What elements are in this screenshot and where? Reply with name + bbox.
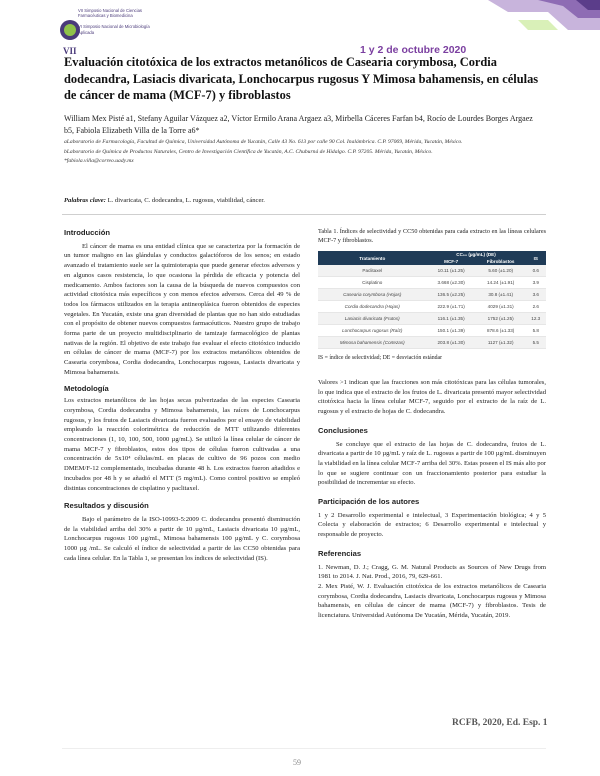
intro-text: El cáncer de mama es una entidad clínica que se caracteriza por la formación de un tumor maligno en las glándulas y conductos galactóforos de los senos; en estado avanzado el tratamiento suele ser la quimioterapia que puede generar efectos adversos y en algunos casos resistencia, lo que ocasiona la pérdida de eficacia y potencia del medicamento. Ambos factores son la causa de la búsqueda de nuevos compuestos con actividad citotóxica más específicos y con menos efectos adversos. Cerca del 49 % de todos los fármacos utilizados en la terapia antineoplásica fueron obtenidos de especies vegetales. En Yucatán, existe una gran diversidad de plantas que no han sido estudiadas con el propósito de obtener nuevos compuestos farmacéuticos. Nuestro grupo de trabajo forma parte de un proyecto multidisciplinario de tamizaje farmacológico de plantas nativas de la región. El objetivo de este trabajo fue evaluar el efecto citotóxico inducido en células de cáncer de mama (MCF-7) por los extractos metanólicos obtenidos de Casearia corymbosa, Cordia dodecandra, Lonchocarpus rugosus, Lasiacis divaricata y Mimosa bahamensis. <box>64 242 300 376</box>
cell: 203.8 (±1.30) <box>427 337 476 349</box>
cell: 3.9 <box>526 277 546 289</box>
cell: 3.6 <box>526 289 546 301</box>
selectivity-table <box>318 251 546 349</box>
results-text: Bajo el parámetro de la ISO-10993-5:2009 C. dodecandra presentó disminución de la viabilidad arriba del 30% a partir de 10 µg/mL, Lasiacis divaricata 10 µg/mL, Lonchocarpus rugosus 100 µg/mL, Mimosa bahamensis 100 µg/mL y C. corymbosa 1000 µg /mL. Se calculó el índice de selectividad a partir de las CC50 obtenidas para cada línea celular. En la Tabla 1, se presentan los índices de selectividad (IS). <box>64 515 300 562</box>
method-text: Los extractos metanólicos de las hojas secas pulverizadas de las especies Casearia corymbosa, Cordia dodecandra y Mimosa bahamensis, las raíces de Lonchocarpus rugosus, y los frutos de Lasiacis divaricata fueron evaluados por el ensayo de viabilidad empleando la reacción colorimétrica de reducción de MTT utilizando diferentes concentraciones (1, 10, 100, 500, 1000 µg/mL). Se utilizó la línea celular de cáncer de mama MCF-7 y fibroblastos, estos dos tipos de células fueron cultivadas a una concentración de 5x10⁴ células/mL en placas de cultivo de 96 pozos con medio DMEM/F-12 complementado, incubadas durante 48 h. Los extractos fueron añadidos e incubados por 48 h y se añadió el MTT (5 mg/mL). Como control positivo se empleó distintas concentraciones de cisplatino y paclitaxel. <box>64 397 300 492</box>
footer-divider <box>62 748 546 749</box>
analysis-text: Valores >1 indican que las fracciones son más citotóxicas para las células tumorales, lo que indica que el extracto de los frutos de L. divaricata presentó mayor selectividad citotóxica hacia la línea celular MCF-7, seguido por el extracto de la raíz de L. rugosus y el extracto de hojas de C. dodecandra. <box>318 379 546 416</box>
cell: 116.1 (±1.35) <box>427 313 476 325</box>
th-is: IS <box>526 251 546 265</box>
page-number: 59 <box>293 758 301 767</box>
cell: 222.9 (±1.71) <box>427 301 476 313</box>
method-heading: Metodología <box>64 383 109 393</box>
table-row <box>318 301 546 313</box>
logo-roman-vii: VII <box>63 46 77 54</box>
reference-item: 2. Mex Pisté, W. J. Evaluación citotóxica de los extractos metanólicos de Casearia corymbosa, Cordia dodecandra, Lasiacis divaricata, Lonchocarpus rugosus y Mimosa bahamensis, en células de cáncer de mama (MCF-7) y fibroblastos. Tesis de licenciatura. Universidad Autónoma De Yucatán, Mérida, Yucatán, 2019. <box>318 582 546 620</box>
author-list: William Mex Pisté a1, Stefany Aguilar Vázquez a2, Víctor Ermilo Arana Argaez a3, Mirbella Cáceres Farfan b4, Rocío de Lourdes Borges Argaez b5, Fabiola Elizabeth Villa de la Torre a6* <box>64 114 533 135</box>
cell: 5.5 <box>526 337 546 349</box>
keywords <box>64 197 544 204</box>
cell: Mimosa bahamensis (Cortezas) <box>318 337 427 349</box>
cell: 10.11 (±1.25) <box>427 265 476 277</box>
cell: 150.1 (±1.39) <box>427 325 476 337</box>
conclusions-text: Se concluye que el extracto de las hojas de C. dodecandra, frutos de L. divaricata a partir de 10 µg/mL y raíz de L. rugosus a partir de 100 µg/mL disminuyen la viabilidad en la línea celular MCF-7 arriba del 30%. Estas poseen el IS más alto por lo que se sugiere continuar con un fraccionamiento posterior para estudiar la posibilidad de incrementar su efecto. <box>318 440 546 487</box>
logo-caption <box>78 8 158 35</box>
cell: 1752 (±1.25) <box>476 313 526 325</box>
cell: Cordia dodecandra (Hojas) <box>318 301 427 313</box>
journal-footer: RCFB, 2020, Ed. Esp. 1 <box>452 718 548 728</box>
logo-line-1: VII Simposio Nacional de Ciencias Farmacéuticas y Biomedicina <box>78 8 143 19</box>
cell: 0.6 <box>526 265 546 277</box>
cell: 12.3 <box>526 313 546 325</box>
table-row <box>318 289 546 301</box>
cell: 14.24 (±1.91) <box>476 277 526 289</box>
cell: Cisplatino <box>318 277 427 289</box>
participation-heading: Participación de los autores <box>318 497 420 507</box>
cell: 5.60 (±1.20) <box>476 265 526 277</box>
th-cc50: CC₅₀ (µg/mL) (DE) <box>427 251 526 258</box>
cell: 2.6 <box>526 301 546 313</box>
corner-decoration <box>448 0 600 48</box>
cell: 30.8 (±1.41) <box>476 289 526 301</box>
cell: 3.668 (±2.30) <box>427 277 476 289</box>
references-heading: Referencias <box>318 548 362 558</box>
affiliation-b: bLaboratorio de Química de Productos Naturales, Centro de Investigación Científica de Yucatán, A.C. Chuburná de Hidalgo. C.P. 97205. Mérida, Yucatán, México. <box>64 148 433 155</box>
table-row <box>318 313 546 325</box>
table-caption: Tabla 1. Índices de selectividad y CC50 obtenidas para cada extracto en las líneas celulares MCF-7 y fibroblastos. <box>318 228 546 244</box>
cell: Lonchocarpus rugosus (Raíz) <box>318 325 427 337</box>
cell: 878.6 (±1.33) <box>476 325 526 337</box>
right-column <box>318 378 546 621</box>
cell: Lasiacis divaricata (Frutos) <box>318 313 427 325</box>
table-row <box>318 325 546 337</box>
corresponding-email: *fabiola.villa@correo.uady.mx <box>64 158 134 165</box>
conclusions-heading: Conclusiones <box>318 425 368 435</box>
th-treatment: Tratamiento <box>318 251 427 265</box>
table-footnote: IS = índice de selectividad; DE = desviación estándar <box>318 355 443 361</box>
cell: Casearia corymbosa (Hojas) <box>318 289 427 301</box>
results-heading: Resultados y discusión <box>64 501 149 511</box>
logo-line-2: VI Simposio Nacional de Microbiología Aplicada <box>78 24 150 35</box>
table-row <box>318 337 546 349</box>
left-column <box>64 228 300 564</box>
keywords-value: L. divaricata, C. dodecandra, L. rugosus, viabilidad, cáncer. <box>107 197 265 204</box>
cell: 4029 (±1.31) <box>476 301 526 313</box>
table-row <box>318 277 546 289</box>
cell: 136.5 (±2.25) <box>427 289 476 301</box>
th-fibro: Fibroblastos <box>476 258 526 265</box>
table-row <box>318 265 546 277</box>
keywords-label: Palabras clave: <box>64 197 106 204</box>
th-mcf7: MCF-7 <box>427 258 476 265</box>
cell: 5.8 <box>526 325 546 337</box>
conference-date: 1 y 2 de octubre 2020 <box>360 44 467 56</box>
reference-item: 1. Newman, D. J.; Cragg, G. M. Natural Products as Sources of New Drugs from 1981 to 2014. J. Nat. Prod., 2016, 79, 629-661. <box>318 563 546 581</box>
participation-text: 1 y 2 Desarrollo experimental e intelectual, 3 Experimentación biológica; 4 y 5 Colecta y elaboración de extractos; 6 Desarrollo experimental e intelectual y responsable de proyecto. <box>318 511 546 539</box>
intro-heading: Introducción <box>64 228 110 237</box>
divider <box>62 214 546 215</box>
cell: Paclitaxel <box>318 265 427 277</box>
affiliation-a: aLaboratorio de Farmacología, Facultad de Química, Universidad Autónoma de Yucatán, Calle 43 No. 613 por calle 90 Col. Inalámbrica. C.P. 97069, Mérida, Yucatán, México. <box>64 139 463 145</box>
cell: 1127 (±1.32) <box>476 337 526 349</box>
paper-title: Evaluación citotóxica de los extractos metanólicos de Casearia corymbosa, Cordia dodecandra, Lasiacis divaricata, Lonchocarpus rugosus Y Mimosa bahamensis, en células de cáncer de mama (MCF-7) y fibroblastos <box>64 55 539 102</box>
affiliations <box>64 138 544 167</box>
